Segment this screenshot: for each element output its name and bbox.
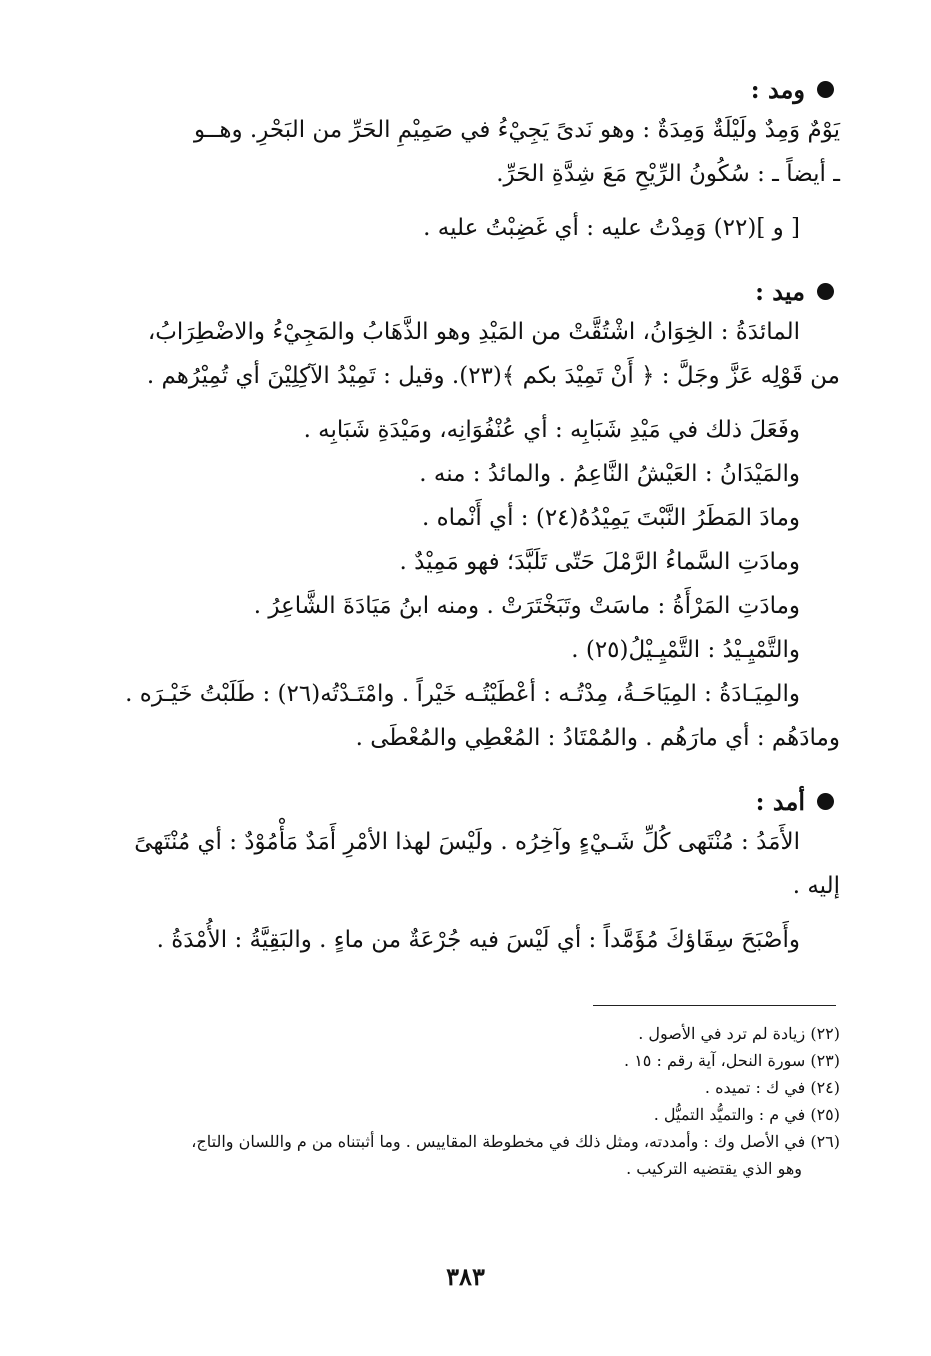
entry-paragraph: الأَمَدُ : مُنْتَهى كُلِّ شَـيْءٍ وآخِرُه . ولَيْسَ لهذا الأمْرِ أَمَدٌ مَأْمُوْدٌ : أي مُنْتَهىً	[134, 829, 800, 855]
bullet-icon	[817, 81, 834, 98]
entry-heading-mayd	[100, 272, 840, 310]
entry-paragraph: ومادَتِ المَرْأَةُ : ماسَتْ وتَبَخْتَرَتْ . ومنه ابنُ مَيَادَةَ الشَّاعِرُ .	[253, 593, 800, 619]
page-number: ٣٨٣	[446, 1262, 485, 1291]
entry-heading-amad	[100, 782, 840, 820]
footnote-divider	[593, 1005, 836, 1006]
entry-paragraph: [ و ](٢٢) وَمِدْتُ عليه : أي غَضِبْتُ عليه .	[423, 215, 800, 241]
entry-paragraph: والمِيَـادَةُ : المِيَاحَـةُ، مِدْتُـه : أعْطَيْتُـه خَيْراً . وامْتَـدْتُه(٢٦) : طَلَبْتُ خَيْـرَه .	[125, 681, 800, 707]
entry-heading-text: أمد :	[755, 786, 805, 816]
footnote-continuation: وهو الذي يقتضيه التركيب .	[626, 1159, 802, 1178]
entry-paragraph: إليه .	[792, 873, 840, 899]
entry-paragraph: يَوْمٌ وَمِدٌ ولَيْلَةٌ وَمِدَةٌ : وهو نَدىً يَجِيْءُ في صَمِيْمِ الحَرِّ من البَحْرِ. وهــو	[194, 117, 840, 143]
entry-paragraph: والمَيْدَانُ : العَيْشُ النَّاعِمُ . والمائدُ : منه .	[419, 461, 800, 487]
entry-paragraph: ومادَتِ السَّماءُ الرَّمْلَ حَتّى تَلَبَّدَ؛ فهو مَمِيْدٌ .	[399, 549, 800, 575]
entry-paragraph: وأَصْبَحَ سِقَاؤكَ مُؤَمَّداً : أي لَيْسَ فيه جُرْعَةٌ من ماءٍ . والبَقِيَّةُ : الأُمْدَةُ .	[156, 927, 800, 953]
footnotes	[100, 1020, 840, 1182]
bullet-icon	[817, 793, 834, 810]
entry-paragraph: وفَعَلَ ذلك في مَيْدِ شَبَابِه : أي عُنْفُوَانِه، ومَيْدَةِ شَبَابِه .	[303, 417, 800, 443]
entry-heading-text: ميد :	[755, 276, 805, 306]
footnote: (٢٦) في الأصل وك : وأمددته، ومثل ذلك في مخطوطة المقاييس . وما أثبتناه من م واللسان والتاج،	[191, 1132, 840, 1151]
entry-paragraph: ومادَهُم : أي مارَهُم . والمُمْتَادُ : المُعْطِي والمُعْطَى .	[355, 725, 840, 751]
entry-paragraph: والتَّمْيِـيْدُ : التَّمْيِـيْلُ(٢٥) .	[571, 637, 800, 663]
footnote: (٢٤) في ك : تميده .	[704, 1078, 840, 1097]
entry-heading-wamad	[100, 70, 840, 108]
entry-paragraph: ومادَ المَطَرُ النَّبْتَ يَمِيْدُهُ(٢٤) : أي أَنْماه .	[421, 505, 800, 531]
entry-paragraph: ـ أيضاً ـ : سُكُونُ الرِّيْحِ مَعَ شِدَّةِ الحَرِّ.	[496, 161, 840, 187]
footnote: (٢٣) سورة النحل، آية رقم : ١٥ .	[624, 1051, 840, 1070]
footnote: (٢٢) زيادة لم ترد في الأصول .	[638, 1024, 840, 1043]
bullet-icon	[817, 283, 834, 300]
page-body	[100, 70, 840, 962]
entry-heading-text: ومد :	[750, 74, 805, 104]
footnote: (٢٥) في م : والتميُّد التميُّل .	[653, 1105, 840, 1124]
entry-paragraph: من قَوْلِه عَزَّ وجَلَّ : ﴿ أَنْ تَمِيْدَ بكم ﴾(٢٣). وقيل : تَمِيْدُ الآكِلِيْنَ أي تُمِيْرُهم .	[146, 363, 840, 389]
entry-paragraph: المائدَةُ : الخِوَانُ، اشْتُقَّتْ من المَيْدِ وهو الذَّهَابُ والمَجِيْءُ والاضْطِرَابُ،	[147, 319, 800, 345]
